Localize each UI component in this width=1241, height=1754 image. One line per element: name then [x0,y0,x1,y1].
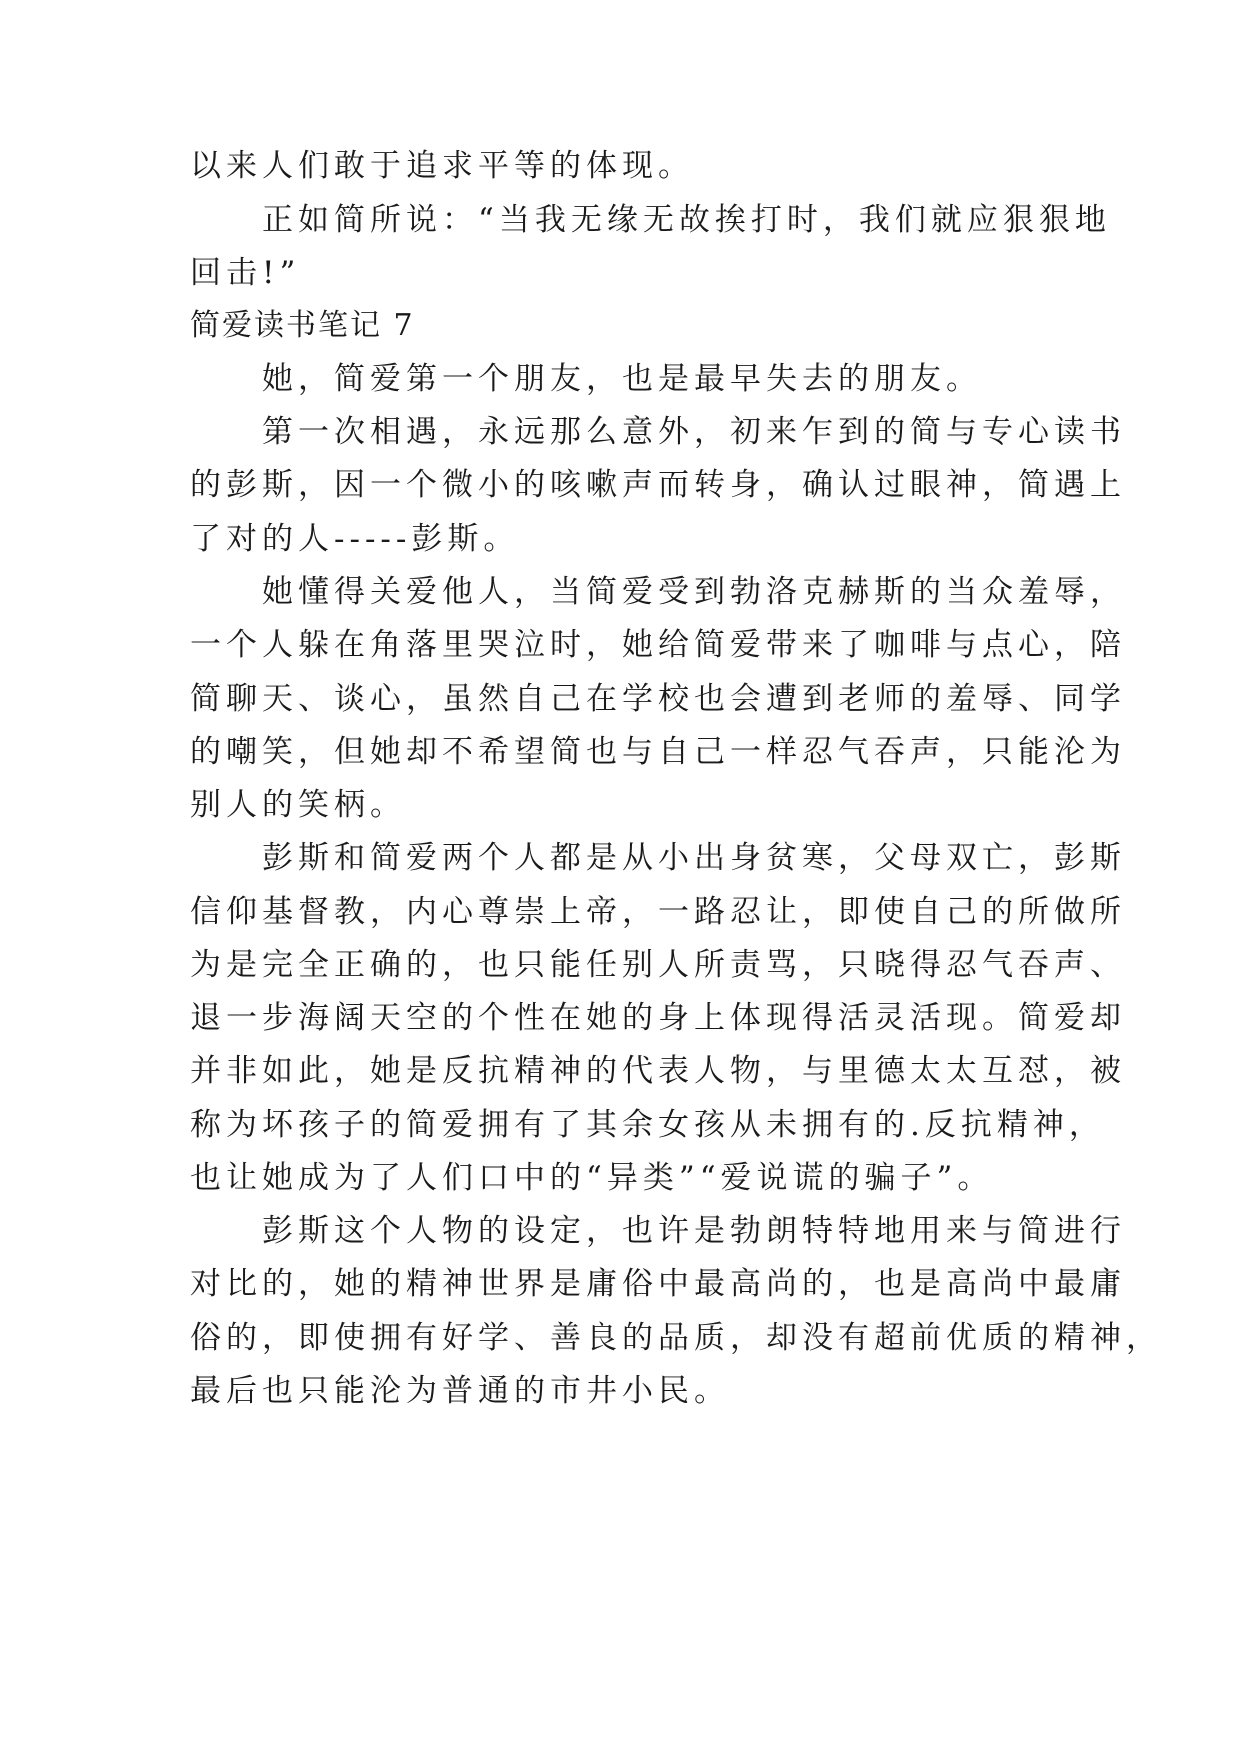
text-line: 最后也只能沦为普通的市井小民。 [190,1373,730,1409]
text-line: 为是完全正确的，也只能任别人所责骂，只晓得忍气吞声、 [190,947,1126,983]
text-line: 也让她成为了人们口中的“异类”“爱说谎的骗子”。 [190,1160,994,1196]
text-line: 以来人们敢于追求平等的体现。 [190,148,694,184]
text-line: 的嘲笑，但她却不希望简也与自己一样忍气吞声，只能沦为 [190,734,1126,770]
text-line: 简聊天、谈心，虽然自己在学校也会遭到老师的羞辱、同学 [190,681,1126,717]
text-line: 她，简爱第一个朋友，也是最早失去的朋友。 [190,361,982,397]
text-line: 俗的，即使拥有好学、善良的品质，却没有超前优质的精神， [190,1320,1162,1356]
text-line: 退一步海阔天空的个性在她的身上体现得活灵活现。简爱却 [190,1000,1126,1036]
text-line: 彭斯和简爱两个人都是从小出身贫寒，父母双亡，彭斯 [190,840,1126,876]
text-line: 别人的笑柄。 [190,787,406,823]
section-heading: 简爱读书笔记 7 [190,308,415,343]
text-line: 她懂得关爱他人，当简爱受到勃洛克赫斯的当众羞辱， [190,574,1126,610]
text-line: 正如简所说：“当我无缘无故挨打时，我们就应狠狠地 [190,202,1111,238]
text-line: 的彭斯，因一个微小的咳嗽声而转身，确认过眼神，简遇上 [190,467,1126,503]
text-line: 一个人躲在角落里哭泣时，她给简爱带来了咖啡与点心，陪 [190,627,1126,663]
text-line: 彭斯这个人物的设定，也许是勃朗特特地用来与简进行 [190,1213,1126,1249]
text-line: 并非如此，她是反抗精神的代表人物，与里德太太互怼，被 [190,1053,1126,1089]
text-line: 第一次相遇，永远那么意外，初来乍到的简与专心读书 [190,414,1126,450]
text-line: 信仰基督教，内心尊崇上帝，一路忍让，即使自己的所做所 [190,894,1126,930]
text-line: 对比的，她的精神世界是庸俗中最高尚的，也是高尚中最庸 [190,1266,1126,1302]
text-line: 称为坏孩子的简爱拥有了其余女孩从未拥有的.反抗精神， [190,1107,1105,1143]
text-line: 回击!” [190,255,301,291]
text-line: 了对的人-----彭斯。 [190,521,520,557]
